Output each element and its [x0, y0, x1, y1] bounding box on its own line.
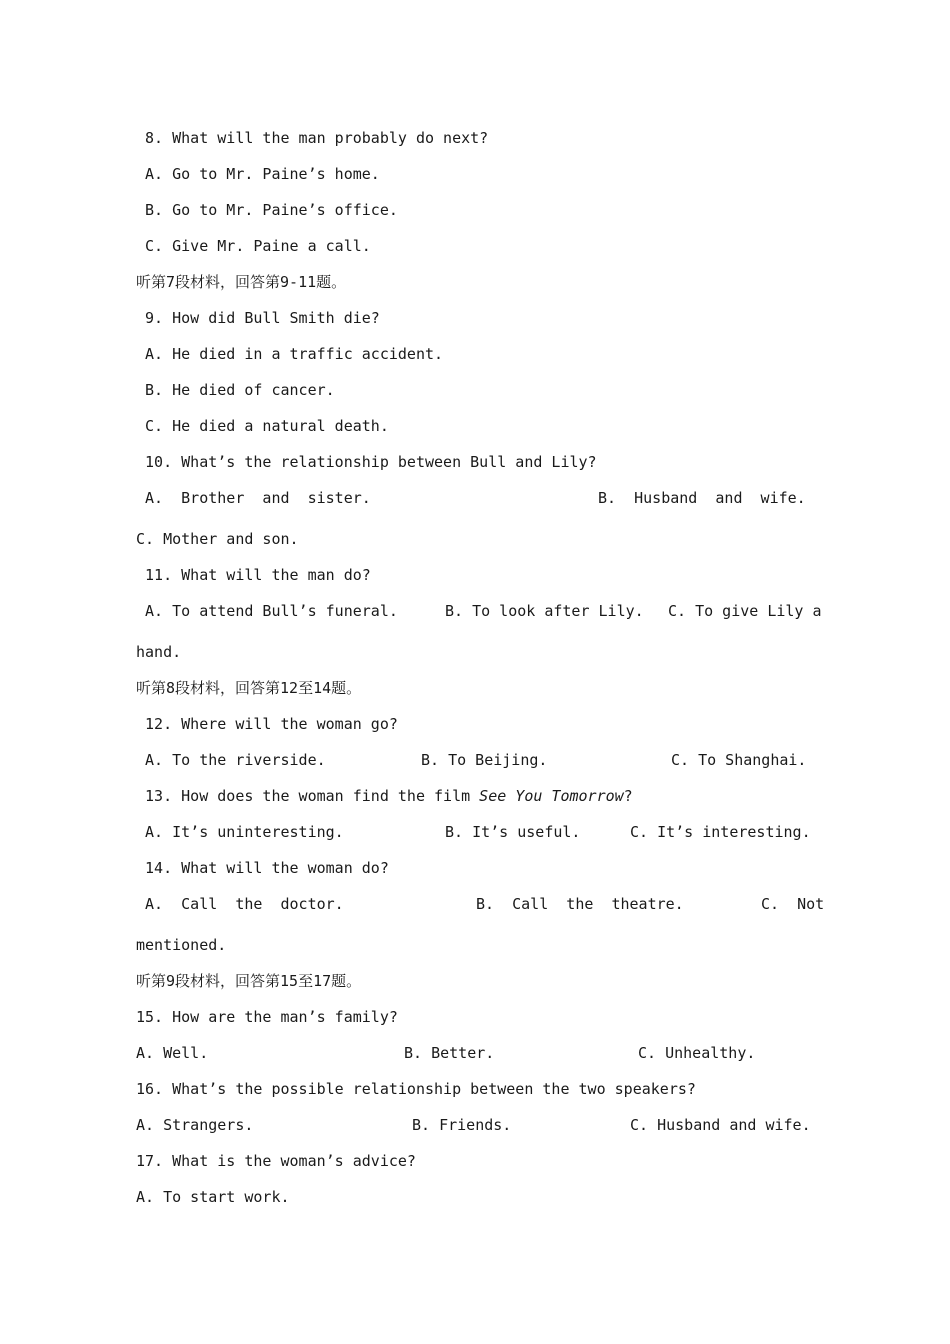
option-16c: C. Husband and wife. — [630, 1116, 811, 1134]
question-9: 9. How did Bull Smith die? — [136, 309, 380, 327]
section-7-heading: 听第7段材料，回答第9-11题。 — [136, 273, 347, 291]
option-13a: A. It’s uninteresting. — [136, 823, 344, 841]
option-14b: B. Call the theatre. — [476, 895, 684, 913]
option-11c: C. To give Lily a — [668, 602, 822, 620]
option-16b: B. Friends. — [412, 1116, 512, 1134]
question-14: 14. What will the woman do? — [136, 859, 389, 877]
option-9c: C. He died a natural death. — [136, 417, 389, 435]
question-15: 15. How are the man’s family? — [136, 1008, 398, 1026]
question-13-mark: ? — [623, 787, 633, 805]
option-9b: B. He died of cancer. — [136, 381, 335, 399]
option-14c: C. Not — [761, 895, 825, 913]
question-12: 12. Where will the woman go? — [136, 715, 398, 733]
option-12b: B. To Beijing. — [421, 751, 548, 769]
option-16a: A. Strangers. — [136, 1116, 254, 1134]
question-13-text: 13. How does the woman find the film — [136, 787, 480, 805]
question-16: 16. What’s the possible relationship between the two speakers? — [136, 1080, 696, 1098]
option-13b: B. It’s useful. — [445, 823, 581, 841]
option-14a: A. Call the doctor. — [136, 895, 344, 913]
option-13c: C. It’s interesting. — [630, 823, 811, 841]
option-8b: B. Go to Mr. Paine’s office. — [136, 201, 398, 219]
option-10a: A. Brother and sister. — [136, 489, 371, 507]
option-15a: A. Well. — [136, 1044, 209, 1062]
question-8: 8. What will the man probably do next? — [136, 129, 489, 147]
question-10: 10. What’s the relationship between Bull and Lily? — [136, 453, 597, 471]
section-8-heading: 听第8段材料，回答第12至14题。 — [136, 679, 362, 697]
option-8a: A. Go to Mr. Paine’s home. — [136, 165, 380, 183]
option-8c: C. Give Mr. Paine a call. — [136, 237, 371, 255]
option-11c-continued: hand. — [136, 643, 182, 661]
question-17: 17. What is the woman’s advice? — [136, 1152, 416, 1170]
option-10b: B. Husband and wife. — [598, 489, 806, 507]
question-11: 11. What will the man do? — [136, 566, 371, 584]
option-17a: A. To start work. — [136, 1188, 290, 1206]
option-10c: C. Mother and son. — [136, 530, 299, 548]
option-15b: B. Better. — [404, 1044, 495, 1062]
option-12c: C. To Shanghai. — [671, 751, 807, 769]
option-11a: A. To attend Bull’s funeral. — [136, 602, 398, 620]
option-9a: A. He died in a traffic accident. — [136, 345, 444, 363]
option-15c: C. Unhealthy. — [638, 1044, 756, 1062]
option-12a: A. To the riverside. — [136, 751, 326, 769]
option-11b: B. To look after Lily. — [445, 602, 644, 620]
section-9-heading: 听第9段材料，回答第15至17题。 — [136, 972, 362, 990]
option-14c-continued: mentioned. — [136, 936, 227, 954]
film-title: See You Tomorrow — [479, 787, 624, 805]
question-13 — [136, 786, 633, 806]
